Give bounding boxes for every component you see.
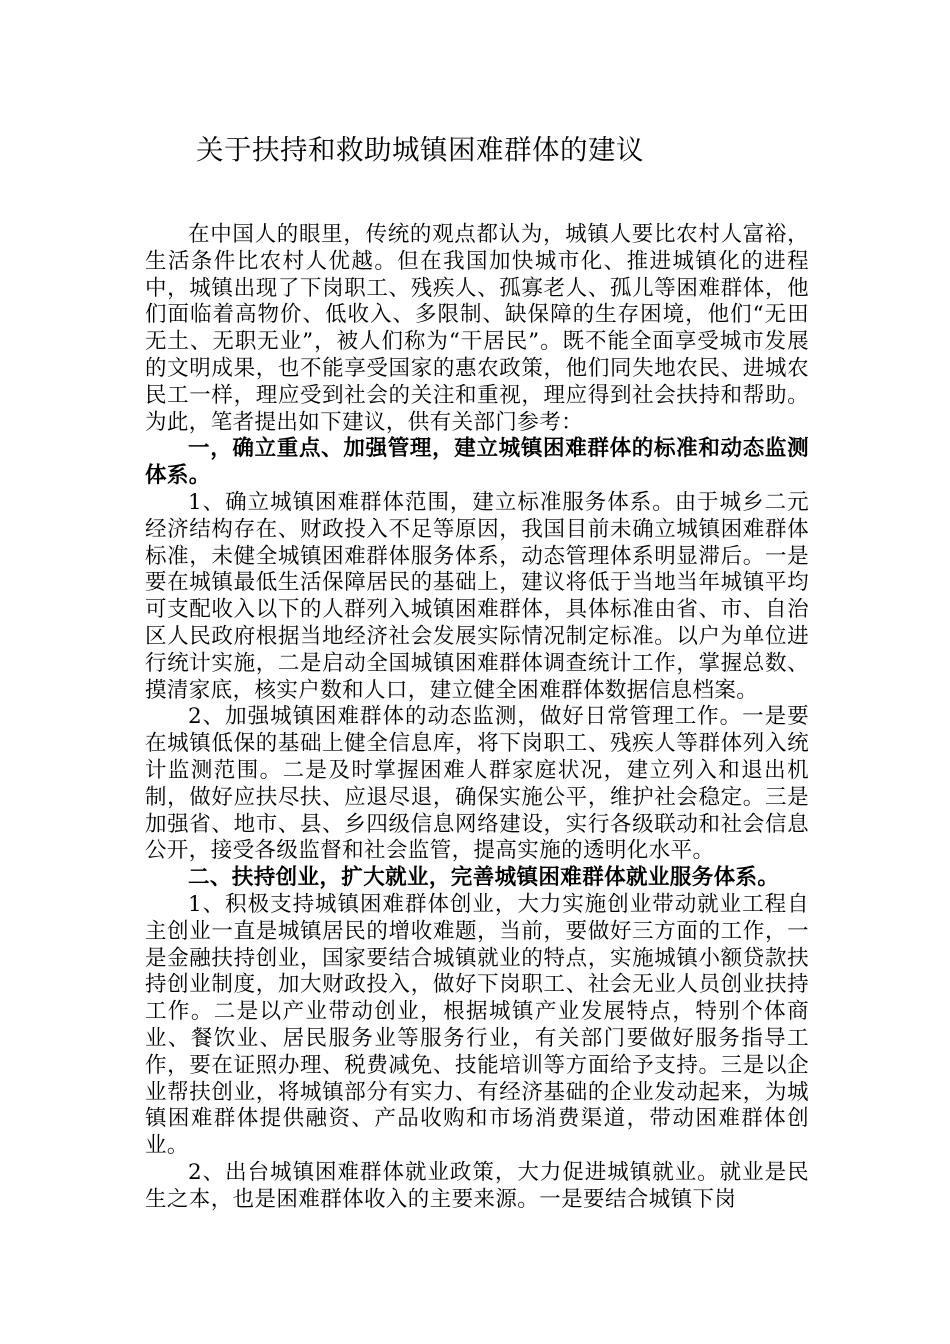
- section-heading-2: 二、扶持创业，扩大就业，完善城镇困难群体就业服务体系。: [188, 865, 780, 891]
- document-title: 关于扶持和救助城镇困难群体的建议: [196, 134, 644, 166]
- intro-paragraph: 在中国人的眼里，传统的观点都认为，城镇人要比农村人富裕，生活条件比农村人优越。但在我国加快城市化、推进城镇化的进程中，城镇出现了下岗职工、残疾人、孤寡老人、孤儿等困难群体，他们面临着高物价、低收入、多限制、缺保障的生存困境，他们“无田无土、无职无业”，被人们称为“干居民”。既不能全面享受城市发展的文明成果，也不能享受国家的惠农政策，他们同失地农民、进城农民工一样，理应受到社会的关注和重视，理应得到社会扶持和帮助。为此，笔者提出如下建议，供有关部门参考：: [145, 222, 809, 435]
- section-heading-1: 一，确立重点、加强管理，建立城镇困难群体的标准和动态监测体系。: [145, 436, 809, 489]
- section-1-item-2-paragraph: 2、加强城镇困难群体的动态监测，做好日常管理工作。一是要在城镇低保的基础上健全信息库，将下岗职工、残疾人等群体列入统计监测范围。二是及时掌握困难人群家庭状况，建立列入和退出机制，做好应扶尽扶、应退尽退，确保实施公平，维护社会稳定。三是加强省、地市、县、乡四级信息网络建设，实行各级联动和社会信息公开，接受各级监督和社会监管，提高实施的透明化水平。: [145, 704, 809, 864]
- section-2-item-1-paragraph: 1、积极支持城镇困难群体创业，大力实施创业带动就业工程自主创业一直是城镇居民的增收难题，当前，要做好三方面的工作，一是金融扶持创业，国家要结合城镇就业的特点，实施城镇小额贷款扶持创业制度，加大财政投入，做好下岗职工、社会无业人员创业扶持工作。二是以产业带动创业，根据城镇产业发展特点，特别个体商业、餐饮业、居民服务业等服务行业，有关部门要做好服务指导工作，要在证照办理、税费减免、技能培训等方面给予支持。三是以企业帮扶创业，将城镇部分有实力、有经济基础的企业发动起来，为城镇困难群体提供融资、产品收购和市场消费渠道，带动困难群体创业。: [145, 891, 809, 1159]
- section-2-item-2-paragraph: 2、出台城镇困难群体就业政策，大力促进城镇就业。就业是民生之本，也是困难群体收入的主要来源。一是要结合城镇下岗: [145, 1159, 809, 1212]
- document-body: [145, 222, 809, 1213]
- section-1-item-1-paragraph: 1、确立城镇困难群体范围，建立标准服务体系。由于城乡二元经济结构存在、财政投入不足等原因，我国目前未确立城镇困难群体标准，未健全城镇困难群体服务体系，动态管理体系明显滞后。一是要在城镇最低生活保障居民的基础上，建议将低于当地当年城镇平均可支配收入以下的人群列入城镇困难群体，具体标准由省、市、自治区人民政府根据当地经济社会发展实际情况制定标准。以户为单位进行统计实施，二是启动全国城镇困难群体调查统计工作，掌握总数、摸清家底，核实户数和人口，建立健全困难群体数据信息档案。: [145, 489, 809, 703]
